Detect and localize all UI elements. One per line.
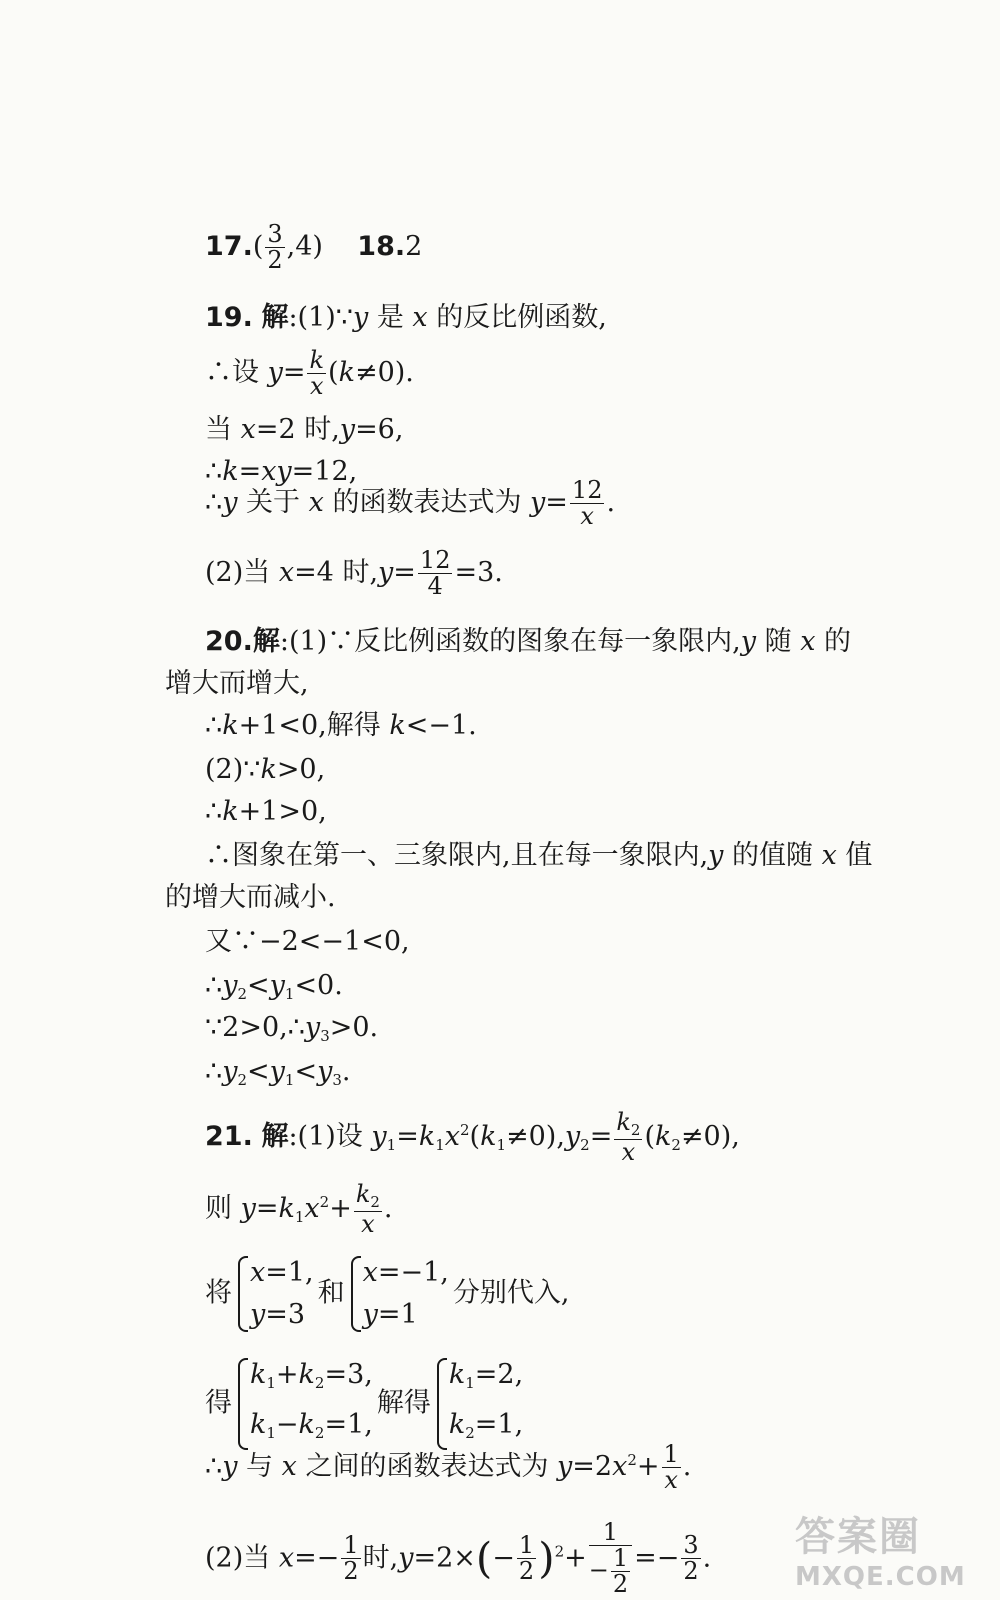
q20-line-4: (2)∵k>0, (205, 754, 326, 785)
q20-line-2: 增大而增大, (165, 668, 309, 699)
watermark-top: 答案圈 (795, 1514, 921, 1560)
watermark-bottom: MXQE.COM (795, 1562, 966, 1592)
q20-line-1: 20.解:(1)∵反比例函数的图象在每一象限内,y 随 x 的 (205, 626, 852, 657)
q21-line-6: (2)当 x=− $\frac{1}{2}$ 时,y=2×(− $\frac{1}{2}$ )$^2$+ 1 − $\frac{1}{2}$ =− $\frac{3}{2}$ . (205, 1518, 712, 1599)
q20-line-7: 的增大而减小. (165, 882, 336, 913)
q19-line-2: ∴设 y= $\frac{k}{x}$ (k≠0). (205, 346, 414, 401)
q21-line-1: 21. 解:(1)设 $y_1=k_1x^2(k_1\ne 0),y_2=$ $\frac{k_2}{x}$ $(k_2\ne 0)$, (205, 1108, 740, 1166)
q21-line-2: 则 $y=k_1x^2+$ $\frac{k_2}{x}$ . (205, 1180, 393, 1238)
q17-label: 17. (205, 231, 253, 263)
q18-label: 18. (357, 231, 406, 263)
q20-line-10: $\because 2>0,\therefore y_3>0$. (205, 1012, 379, 1045)
q19-line-6: (2)当 x=4 时,y= $\frac{12}{4}$ =3. (205, 546, 503, 601)
q20-line-8: 又∵−2<−1<0, (205, 926, 410, 957)
q20-line-5: ∴k+1>0, (205, 796, 327, 827)
q19-line-5: ∴y 关于 x 的函数表达式为 y= $\frac{12}{x}$ . (205, 476, 616, 531)
watermark-logo (795, 1505, 990, 1595)
answer-17-18: 17.( $\frac{3}{2}$ ,4) 18.2 (205, 220, 423, 275)
q19-line-4: ∴k=xy=12, (205, 456, 358, 487)
q19-line-1: 19. 解:(1)∵y 是 x 的反比例函数, (205, 302, 607, 333)
q19-line-3: 当 x=2 时,y=6, (205, 414, 404, 445)
q21-line-4: 得 $k_1+k_2=3$, $k_1-k_2=1$, 解得 $k_1=2$, $k_2=1$, (205, 1354, 527, 1454)
q18-answer: 2 (405, 231, 423, 263)
q21-line-5: ∴y 与 x 之间的函数表达式为 $y=2x^2+$ $\frac{1}{x}$ . (205, 1439, 692, 1494)
q20-line-3: ∴k+1<0,解得 k<−1. (205, 710, 477, 741)
q21-line-3: 将 x=1, y=3 和 x=−1, y=1 分别代入, (205, 1252, 569, 1336)
q20-line-11: $\therefore y_2<y_1<y_3$. (205, 1056, 351, 1089)
q20-line-6: ∴图象在第一、三象限内,且在每一象限内,y 的值随 x 值 (205, 840, 873, 871)
q20-line-9: $\therefore y_2<y_1<0$. (205, 970, 343, 1003)
